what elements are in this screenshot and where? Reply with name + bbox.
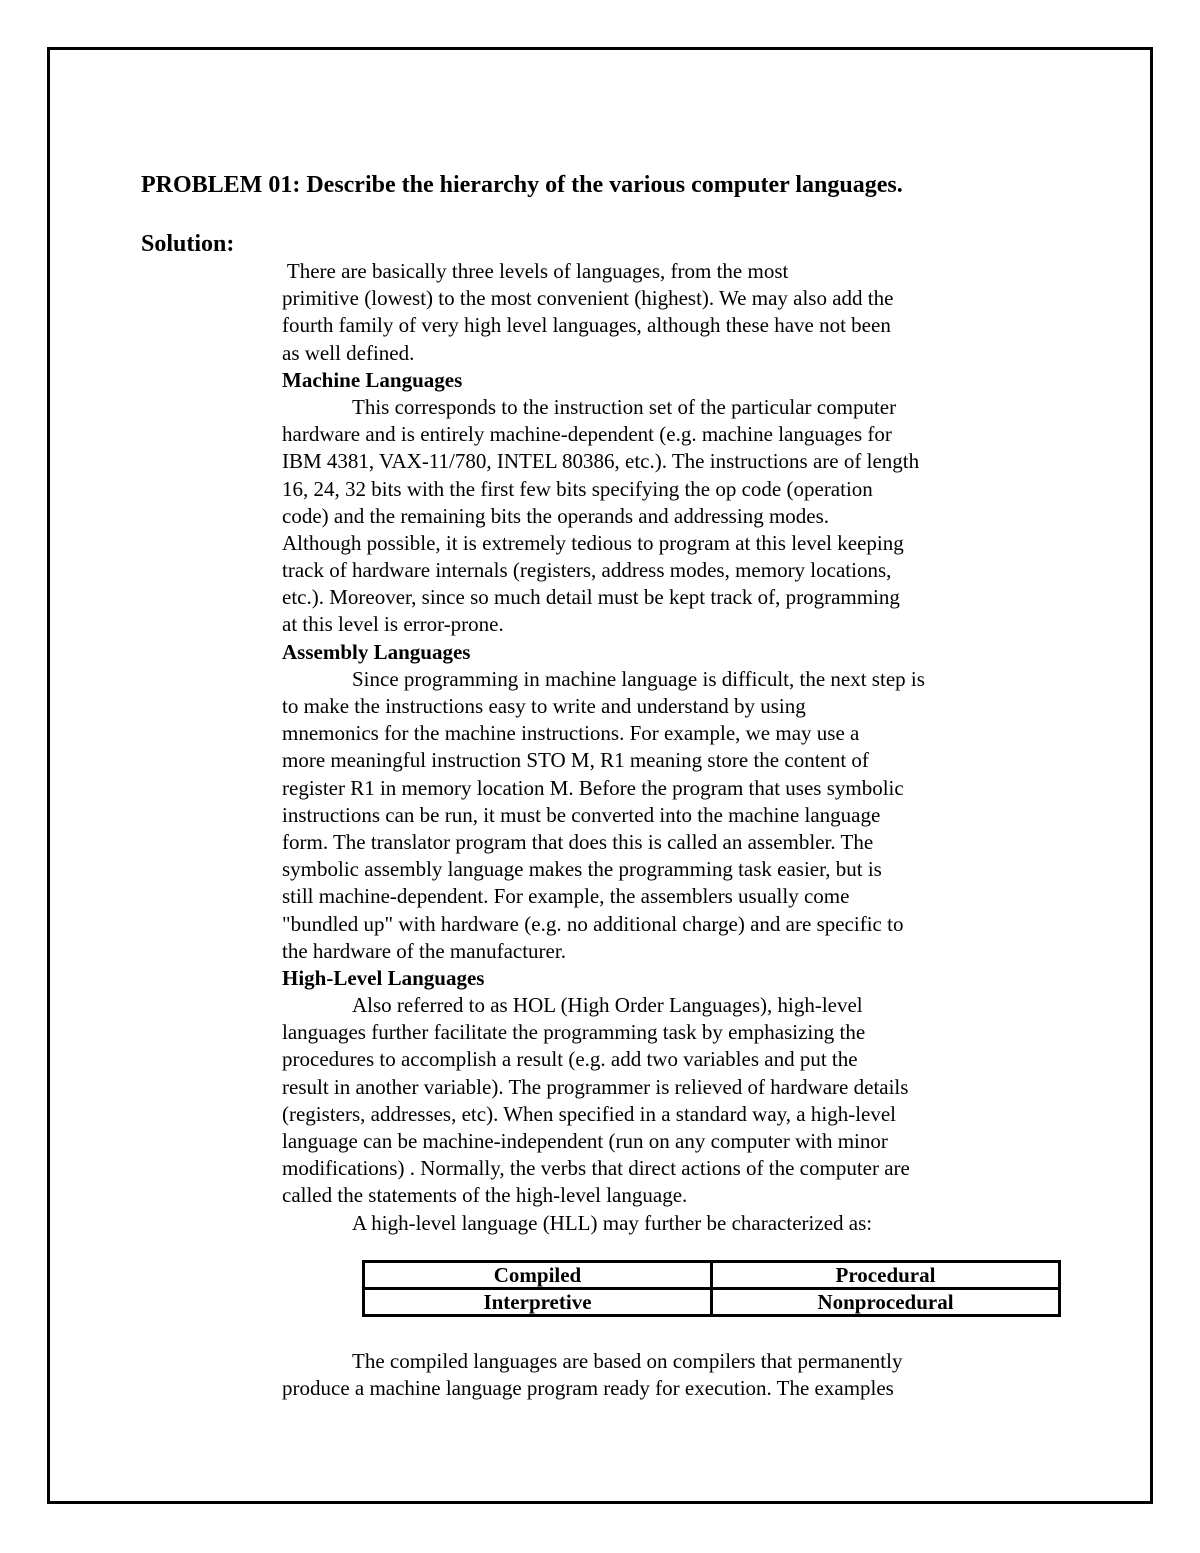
paragraph-line: code) and the remaining bits the operands and addressing modes.: [282, 503, 830, 528]
paragraph-line: produce a machine language program ready for execution. The examples: [282, 1376, 894, 1401]
paragraph-line: etc.). Moreover, since so much detail must be kept track of, programming: [282, 585, 900, 610]
paragraph-line: symbolic assembly language makes the programming task easier, but is: [282, 857, 882, 882]
paragraph-line: A high-level language (HLL) may further be characterized as:: [352, 1210, 873, 1235]
section-heading-high-level: High-Level Languages: [282, 965, 485, 990]
table-cell: Procedural: [712, 1262, 1060, 1289]
paragraph-line: track of hardware internals (registers, address modes, memory locations,: [282, 558, 892, 583]
solution-body: [282, 258, 1022, 1237]
paragraph-line: still machine-dependent. For example, the assemblers usually come: [282, 884, 850, 909]
problem-title: PROBLEM 01: Describe the hierarchy of the various computer languages.: [141, 172, 903, 198]
paragraph-line: This corresponds to the instruction set of the particular computer: [352, 394, 897, 419]
table-row: [364, 1262, 1060, 1289]
hll-characteristics-table: [362, 1260, 1061, 1317]
paragraph-line: Although possible, it is extremely tedious to program at this level keeping: [282, 530, 904, 555]
intro-line: fourth family of very high level languages, although these have not been: [282, 313, 891, 338]
paragraph-line: 16, 24, 32 bits with the first few bits specifying the op code (operation: [282, 476, 873, 501]
intro-line: as well defined.: [282, 340, 415, 365]
table-cell: Nonprocedural: [712, 1289, 1060, 1316]
paragraph-line: IBM 4381, VAX-11/780, INTEL 80386, etc.). The instructions are of length: [282, 449, 920, 474]
table-row: [364, 1289, 1060, 1316]
paragraph-line: The compiled languages are based on compilers that permanently: [352, 1349, 903, 1373]
paragraph-line: languages further facilitate the programming task by emphasizing the: [282, 1020, 866, 1045]
closing-paragraph: [282, 1348, 1042, 1402]
table-cell: Compiled: [364, 1262, 712, 1289]
paragraph-line: hardware and is entirely machine-dependent (e.g. machine languages for: [282, 422, 892, 447]
paragraph-line: mnemonics for the machine instructions. For example, we may use a: [282, 721, 860, 746]
paragraph-line: instructions can be run, it must be converted into the machine language: [282, 802, 881, 827]
paragraph-line: Also referred to as HOL (High Order Languages), high-level: [352, 993, 863, 1018]
paragraph-line: form. The translator program that does this is called an assembler. The: [282, 829, 874, 854]
paragraph-line: modifications) . Normally, the verbs that direct actions of the computer are: [282, 1156, 910, 1181]
intro-line: There are basically three levels of languages, from the most: [282, 259, 789, 283]
table-cell: Interpretive: [364, 1289, 712, 1316]
section-heading-assembly: Assembly Languages: [282, 639, 471, 664]
paragraph-line: at this level is error-prone.: [282, 612, 504, 637]
paragraph-line: called the statements of the high-level language.: [282, 1183, 688, 1208]
paragraph-line: (registers, addresses, etc). When specified in a standard way, a high-level: [282, 1101, 897, 1126]
intro-line: primitive (lowest) to the most convenient (highest). We may also add the: [282, 286, 894, 311]
paragraph-line: result in another variable). The programmer is relieved of hardware details: [282, 1074, 909, 1099]
paragraph-line: language can be machine-independent (run on any computer with minor: [282, 1129, 888, 1153]
paragraph-line: "bundled up" with hardware (e.g. no additional charge) and are specific to: [282, 911, 904, 936]
section-heading-machine: Machine Languages: [282, 367, 463, 392]
paragraph-line: register R1 in memory location M. Before the program that uses symbolic: [282, 775, 904, 800]
solution-label: Solution:: [141, 231, 235, 257]
paragraph-line: procedures to accomplish a result (e.g. add two variables and put the: [282, 1047, 858, 1072]
paragraph-line: Since programming in machine language is difficult, the next step is: [352, 666, 925, 691]
paragraph-line: the hardware of the manufacturer.: [282, 938, 566, 963]
paragraph-line: to make the instructions easy to write and understand by using: [282, 694, 806, 718]
paragraph-line: more meaningful instruction STO M, R1 meaning store the content of: [282, 748, 869, 773]
